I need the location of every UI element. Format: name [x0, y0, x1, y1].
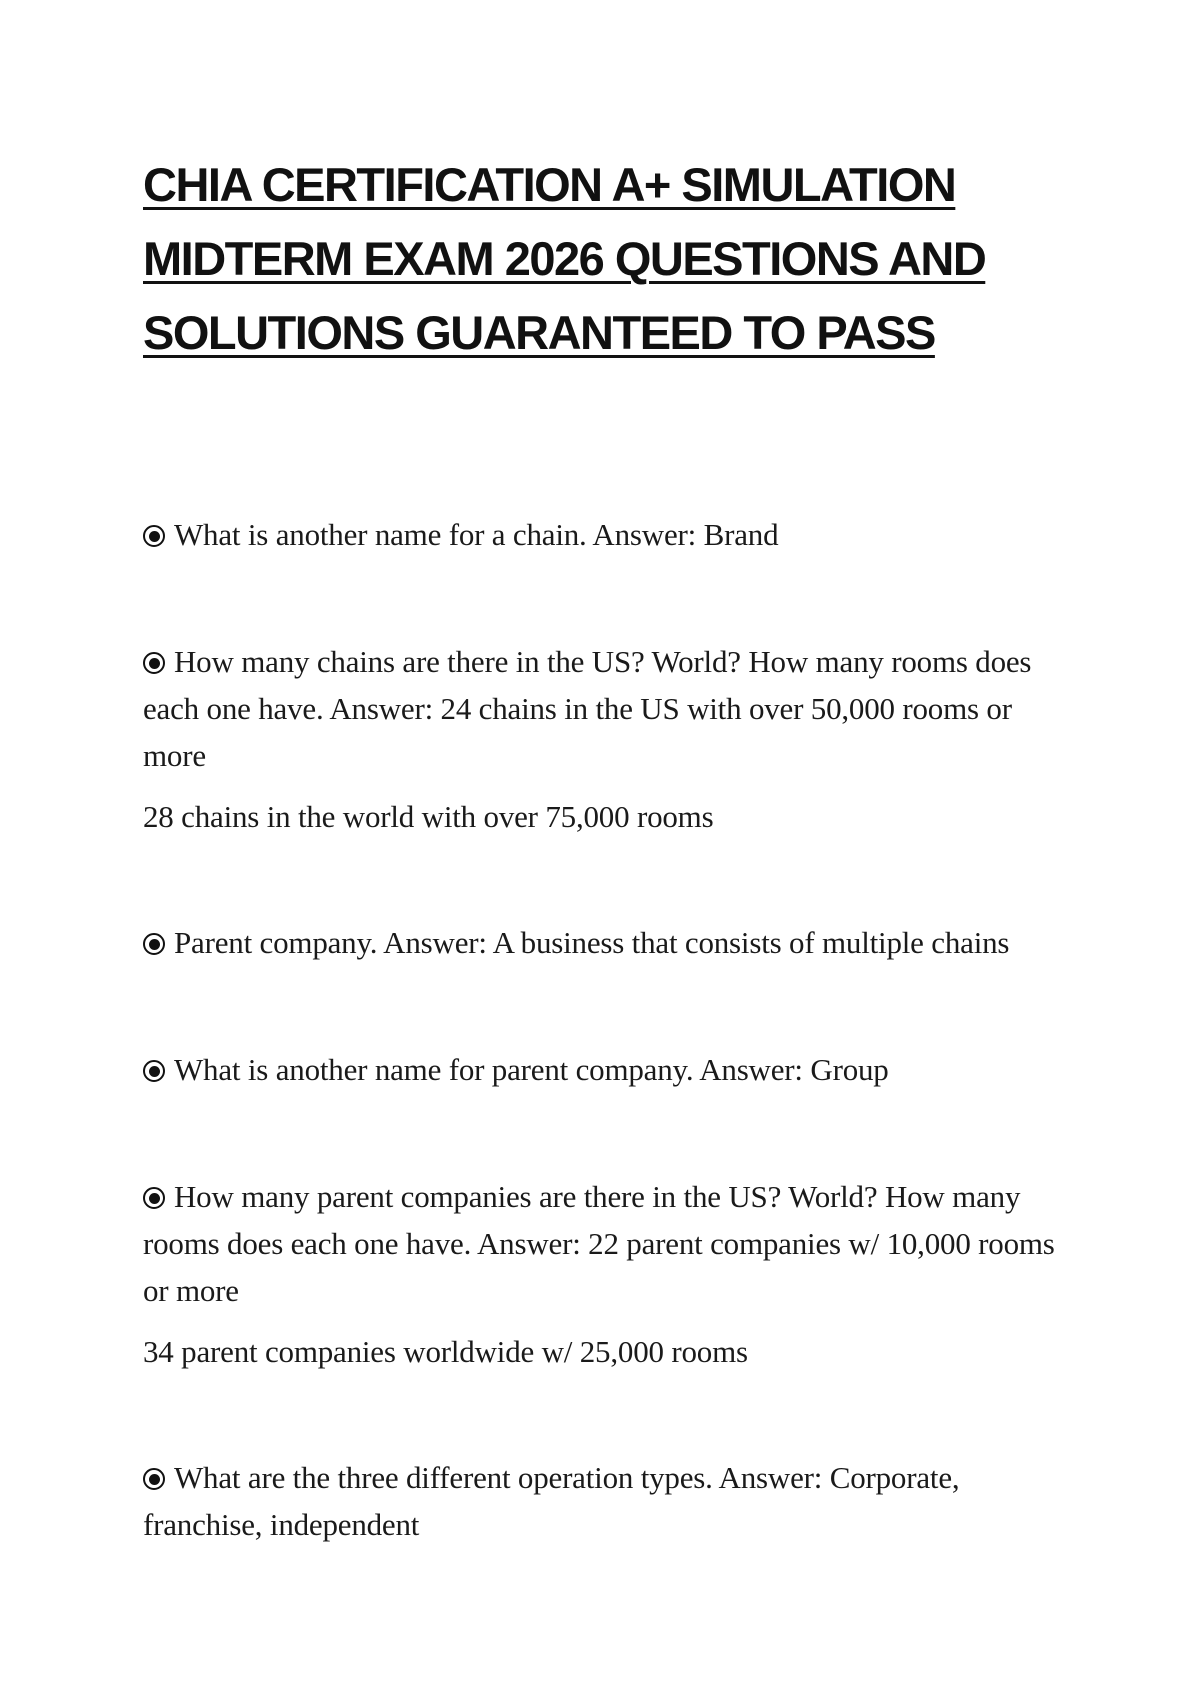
document-title — [143, 148, 1043, 370]
radio-bullet-icon — [143, 525, 165, 547]
title-line: CHIA CERTIFICATION A+ SIMULATION — [143, 158, 956, 211]
radio-bullet-icon — [143, 1468, 165, 1490]
qa-item — [143, 919, 1073, 966]
radio-bullet-icon — [143, 1187, 165, 1209]
qa-text: What is another name for a chain. Answer: Brand — [174, 517, 779, 552]
qa-text: How many parent companies are there in the US? World? How many rooms does each one have. Answer: 22 parent companies w/ 10,000 rooms or more — [143, 1179, 1055, 1308]
qa-item — [143, 1454, 1073, 1548]
qa-item — [143, 638, 1073, 840]
qa-item — [143, 511, 1073, 558]
qa-item — [143, 1173, 1073, 1375]
qa-text: How many chains are there in the US? World? How many rooms does each one have. Answer: 24 chains in the US with over 50,000 rooms or more — [143, 644, 1032, 773]
title-line: MIDTERM EXAM 2026 QUESTIONS AND — [143, 232, 986, 285]
qa-text: What is another name for parent company. Answer: Group — [174, 1052, 889, 1087]
radio-bullet-icon — [143, 652, 165, 674]
qa-text: What are the three different operation types. Answer: Corporate, franchise, independent — [143, 1460, 960, 1542]
qa-item — [143, 1046, 1073, 1093]
qa-extra: 34 parent companies worldwide w/ 25,000 rooms — [143, 1334, 748, 1369]
qa-extra: 28 chains in the world with over 75,000 rooms — [143, 799, 714, 834]
title-line: SOLUTIONS GUARANTEED TO PASS — [143, 306, 935, 359]
qa-text: Parent company. Answer: A business that consists of multiple chains — [174, 925, 1010, 960]
radio-bullet-icon — [143, 1060, 165, 1082]
radio-bullet-icon — [143, 933, 165, 955]
